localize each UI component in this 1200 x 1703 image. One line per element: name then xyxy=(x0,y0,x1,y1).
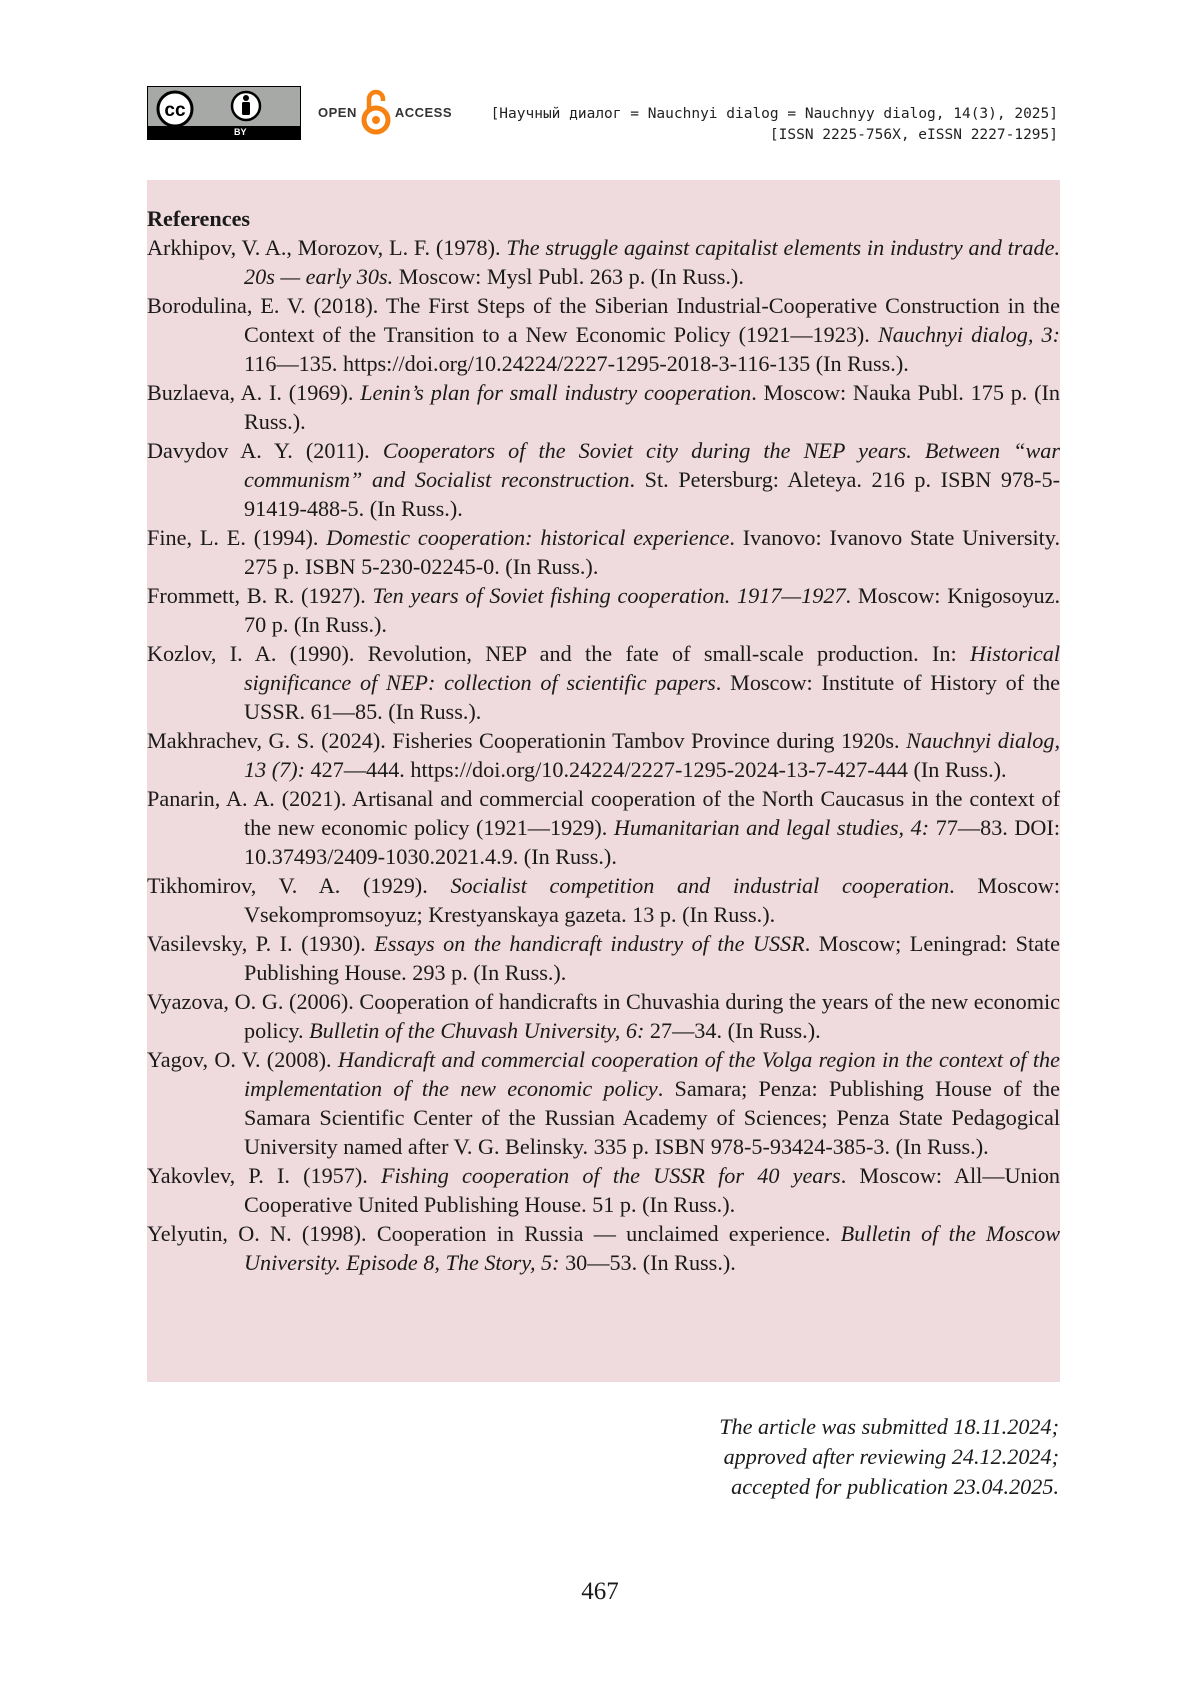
open-access-right-text: ACCESS xyxy=(395,105,452,120)
reference-item xyxy=(147,1161,1060,1219)
reference-details: . Moscow; Leningrad: State Publishing House. 293 p. (In Russ.). xyxy=(244,931,1060,985)
reference-item xyxy=(147,436,1060,523)
reference-item xyxy=(147,1045,1060,1161)
svg-text:cc: cc xyxy=(164,100,186,121)
reference-text: Borodulina, E. V. (2018). The First Steps of the Siberian Industrial-Cooperative Construction in the Context of the Transition to a New Economic Policy (1921—1923). xyxy=(147,293,1060,347)
submission-dates xyxy=(719,1412,1059,1502)
cc-by-label: BY xyxy=(234,126,247,139)
reference-item xyxy=(147,1219,1060,1277)
reference-title: Domestic cooperation: historical experience xyxy=(326,525,729,550)
reference-details: . Ivanovo: Ivanovo State University. 275 p. ISBN 5-230-02245-0. (In Russ.). xyxy=(244,525,1060,579)
reference-text: Davydov A. Y. (2011). xyxy=(147,438,383,463)
open-access-left-text: OPEN xyxy=(318,105,357,120)
reference-text: Yakovlev, P. I. (1957). xyxy=(147,1163,381,1188)
reference-item xyxy=(147,523,1060,581)
open-access-logo xyxy=(318,86,452,138)
reference-details: . Samara; Penza: Publishing House of the Samara Scientific Center of the Russian Academy of Sciences; Penza State Pedagogical University named after V. G. Belinsky. 335 p. ISBN 978-5-93424-385-3. (In Russ.). xyxy=(244,1076,1060,1159)
cc-by-bar xyxy=(148,126,300,139)
journal-header xyxy=(491,104,1058,146)
reference-details: 77—83. DOI: 10.37493/2409-1030.2021.4.9. (In Russ.). xyxy=(244,815,1060,869)
reference-details: 427—444. https://doi.org/10.24224/2227-1295-2024-13-7-427-444 (In Russ.). xyxy=(305,757,1007,782)
reference-details: . Moscow: Vsekompromsoyuz; Krestyanskaya gazeta. 13 p. (In Russ.). xyxy=(244,873,1060,927)
reference-details: 116—135. https://doi.org/10.24224/2227-1295-2018-3-116-135 (In Russ.). xyxy=(244,351,909,376)
reference-item xyxy=(147,291,1060,378)
reference-title: Fishing cooperation of the USSR for 40 years xyxy=(381,1163,841,1188)
reference-title: Socialist competition and industrial cooperation xyxy=(450,873,949,898)
reference-details: . Moscow: Nauka Publ. 175 p. (In Russ.). xyxy=(244,380,1060,434)
references-section xyxy=(147,180,1060,1382)
reference-text: Makhrachev, G. S. (2024). Fisheries Cooperationin Tambov Province during 1920s. xyxy=(147,728,906,753)
reference-title: Lenin’s plan for small industry cooperation xyxy=(360,380,751,405)
reference-text: Panarin, A. A. (2021). Artisanal and commercial cooperation of the North Caucasus in the context of the new economic policy (1921—1929). xyxy=(147,786,1060,840)
reference-title: Humanitarian and legal studies, 4: xyxy=(614,815,929,840)
journal-citation: [Научный диалог = Nauchnyi dialog = Nauchnyy dialog, 14(3), 2025] xyxy=(491,104,1058,125)
approved-date: approved after reviewing 24.12.2024; xyxy=(719,1442,1059,1472)
references-heading: References xyxy=(147,204,1060,233)
reference-text: Vasilevsky, P. I. (1930). xyxy=(147,931,374,956)
page-number: 467 xyxy=(0,1578,1200,1606)
reference-text: Arkhipov, V. A., Morozov, L. F. (1978). xyxy=(147,235,506,260)
reference-text: Buzlaeva, A. I. (1969). xyxy=(147,380,360,405)
reference-item xyxy=(147,639,1060,726)
reference-item xyxy=(147,987,1060,1045)
reference-text: Tikhomirov, V. A. (1929). xyxy=(147,873,450,898)
reference-item xyxy=(147,581,1060,639)
reference-details: 27—34. (In Russ.). xyxy=(644,1018,820,1043)
reference-item xyxy=(147,726,1060,784)
reference-details: . Moscow: Institute of History of the USSR. 61—85. (In Russ.). xyxy=(244,670,1060,724)
reference-item xyxy=(147,871,1060,929)
cc-by-icon xyxy=(148,87,300,127)
reference-item xyxy=(147,784,1060,871)
journal-issn: [ISSN 2225-756X, eISSN 2227-1295] xyxy=(491,125,1058,146)
reference-details: . Moscow: All—Union Cooperative United Publishing House. 51 p. (In Russ.). xyxy=(244,1163,1060,1217)
reference-title: Cooperators of the Soviet city during the NEP years. Between “war communism” and Socialist reconstruction xyxy=(244,438,1060,492)
reference-text: Yelyutin, O. N. (1998). Cooperation in Russia — unclaimed experience. xyxy=(147,1221,841,1246)
reference-details: Moscow: Mysl Publ. 263 p. (In Russ.). xyxy=(393,264,744,289)
reference-item xyxy=(147,929,1060,987)
reference-item xyxy=(147,233,1060,291)
submitted-date: The article was submitted 18.11.2024; xyxy=(719,1412,1059,1442)
reference-details: . Moscow: Knigosoyuz. 70 p. (In Russ.). xyxy=(244,583,1060,637)
reference-text: Yagov, O. V. (2008). xyxy=(147,1047,338,1072)
reference-title: Nauchnyi dialog, 13 (7): xyxy=(244,728,1060,782)
reference-text: Kozlov, I. A. (1990). Revolution, NEP and the fate of small-scale production. In: xyxy=(147,641,970,666)
reference-text: Frommett, B. R. (1927). xyxy=(147,583,373,608)
reference-title: Essays on the handicraft industry of the USSR xyxy=(374,931,804,956)
references-list xyxy=(147,233,1060,1277)
accepted-date: accepted for publication 23.04.2025. xyxy=(719,1472,1059,1502)
reference-details: . St. Petersburg: Aleteya. 216 p. ISBN 978-5-91419-488-5. (In Russ.). xyxy=(244,467,1060,521)
reference-title: Ten years of Soviet fishing cooperation. 1917—1927 xyxy=(373,583,846,608)
reference-title: Bulletin of the Moscow University. Episode 8, The Story, 5: xyxy=(244,1221,1060,1275)
reference-title: The struggle against capitalist elements in industry and trade. 20s — early 30s. xyxy=(244,235,1060,289)
cc-by-license-badge xyxy=(147,86,301,140)
reference-title: Historical significance of NEP: collection of scientific papers xyxy=(244,641,1060,695)
reference-text: Fine, L. E. (1994). xyxy=(147,525,326,550)
reference-title: Nauchnyi dialog, 3: xyxy=(878,322,1060,347)
reference-item xyxy=(147,378,1060,436)
open-access-lock-icon xyxy=(361,87,391,137)
reference-text: Vyazova, O. G. (2006). Cooperation of handicrafts in Chuvashia during the years of the new economic policy. xyxy=(147,989,1060,1043)
reference-title: Bulletin of the Chuvash University, 6: xyxy=(309,1018,644,1043)
reference-details: 30—53. (In Russ.). xyxy=(560,1250,736,1275)
reference-title: Handicraft and commercial cooperation of the Volga region in the context of the implementation of the new economic policy xyxy=(244,1047,1060,1101)
